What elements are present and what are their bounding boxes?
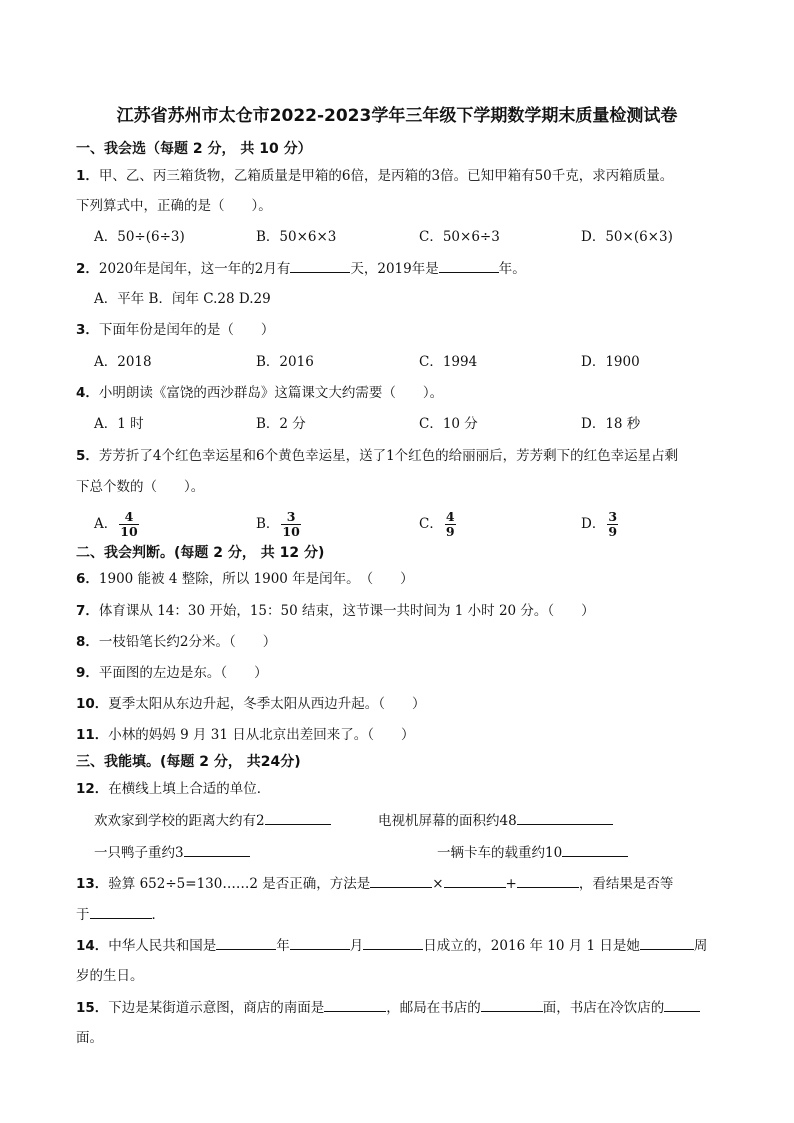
question-9 bbox=[76, 663, 794, 683]
fraction-denominator: 9 bbox=[608, 524, 618, 539]
answer-blank[interactable] bbox=[370, 873, 432, 888]
option-d: D．18 秒 bbox=[581, 416, 641, 432]
question-text: 在横线上填上合适的单位． bbox=[108, 781, 271, 797]
answer-blank[interactable] bbox=[444, 873, 506, 888]
question-15-line-2: 面。 bbox=[76, 1030, 103, 1046]
question-text: 1900 能被 4 整除，所以 1900 年是闰年。 （ ） bbox=[98, 571, 414, 587]
option-d: D．1900 bbox=[581, 354, 640, 370]
fill-item bbox=[94, 842, 250, 863]
question-5-line-2: 下总个数的（ ）。 bbox=[76, 479, 205, 495]
question-13-line-2 bbox=[76, 904, 794, 925]
option-d bbox=[581, 510, 618, 539]
answer-blank[interactable] bbox=[439, 258, 499, 273]
section-heading-judge: 二、我会判断。(每题 2 分， 共 12 分) bbox=[76, 545, 325, 561]
option-b: B．2 分 bbox=[256, 416, 306, 432]
question-number: 5． bbox=[76, 448, 99, 464]
question-text: 年 bbox=[276, 938, 290, 954]
option-c: C．1994 bbox=[419, 354, 478, 370]
answer-blank[interactable] bbox=[517, 873, 579, 888]
option-label: B． bbox=[256, 516, 280, 532]
answer-blank[interactable] bbox=[363, 935, 423, 950]
answer-blank[interactable] bbox=[90, 904, 152, 919]
question-number: 7． bbox=[76, 603, 99, 619]
option-a: A．50÷(6÷3) bbox=[94, 229, 185, 245]
option-label: A． bbox=[94, 516, 118, 532]
question-text: 平面图的左边是东。（ ） bbox=[98, 665, 268, 681]
option-b bbox=[256, 510, 301, 539]
answer-blank[interactable] bbox=[184, 842, 250, 857]
question-text: 一枝铅笔长约2分米。（ ） bbox=[98, 634, 277, 650]
fill-item bbox=[437, 842, 628, 863]
question-text: 中华人民共和国是 bbox=[108, 938, 217, 954]
question-8 bbox=[76, 632, 794, 652]
fill-item-text: 一辆卡车的载重约10 bbox=[437, 845, 563, 861]
question-number: 11． bbox=[76, 727, 109, 743]
question-3 bbox=[76, 320, 794, 340]
question-text: 小林的妈妈 9 月 31 日从北京出差回来了。（ ） bbox=[108, 727, 415, 743]
operator-text: × bbox=[432, 876, 444, 892]
question-number: 10． bbox=[76, 696, 109, 712]
question-2-options: A．平年 B．闰年 C.28 D.29 bbox=[94, 291, 271, 307]
question-4 bbox=[76, 383, 794, 403]
fill-item-text: 欢欢家到学校的距离大约有2 bbox=[94, 813, 265, 829]
option-b: B．50×6×3 bbox=[256, 229, 337, 245]
question-text: 天，2019年是 bbox=[350, 261, 439, 277]
question-text: 验算 652÷5=130……2 是否正确，方法是 bbox=[108, 876, 371, 892]
question-number: 14． bbox=[76, 938, 109, 954]
question-text: 夏季太阳从东边升起，冬季太阳从西边升起。（ ） bbox=[108, 696, 426, 712]
question-number: 12． bbox=[76, 781, 109, 797]
question-text: 小明朗读《富饶的西沙群岛》这篇课文大约需要（ ）。 bbox=[98, 385, 444, 401]
option-c bbox=[419, 510, 456, 539]
question-number: 9． bbox=[76, 665, 99, 681]
fraction bbox=[281, 510, 300, 539]
question-number: 8． bbox=[76, 634, 99, 650]
option-a bbox=[94, 510, 139, 539]
question-12 bbox=[76, 779, 794, 799]
question-1-line-2: 下列算式中，正确的是（ ）。 bbox=[76, 198, 272, 214]
question-15-line-1 bbox=[76, 997, 794, 1018]
question-number: 3． bbox=[76, 322, 99, 338]
answer-blank[interactable] bbox=[640, 935, 694, 950]
fraction-denominator: 10 bbox=[282, 524, 300, 539]
question-number: 2． bbox=[76, 261, 99, 277]
fraction-denominator: 10 bbox=[120, 524, 138, 539]
question-text: 甲、乙、丙三箱货物，乙箱质量是甲箱的6倍，是丙箱的3倍。已知甲箱有50千克，求丙箱质量。 bbox=[98, 168, 674, 184]
option-c: C．10 分 bbox=[419, 416, 478, 432]
answer-blank[interactable] bbox=[290, 258, 350, 273]
answer-blank[interactable] bbox=[517, 810, 613, 825]
question-text: 于 bbox=[76, 907, 90, 923]
section-heading-fill: 三、我能填。(每题 2 分， 共24分) bbox=[76, 754, 301, 770]
operator-text: + bbox=[505, 876, 517, 892]
question-text: ． bbox=[151, 907, 165, 923]
question-text: 年。 bbox=[498, 261, 526, 277]
option-label: C． bbox=[419, 516, 443, 532]
answer-blank[interactable] bbox=[664, 997, 700, 1012]
fraction-numerator: 3 bbox=[608, 509, 618, 524]
fraction-numerator: 4 bbox=[124, 509, 134, 524]
question-14-line-1 bbox=[76, 935, 794, 956]
fraction-numerator: 3 bbox=[286, 509, 296, 524]
question-13-line-1 bbox=[76, 873, 794, 894]
fill-item-text: 一只鸭子重约3 bbox=[94, 845, 184, 861]
option-a: A．2018 bbox=[94, 354, 152, 370]
option-c: C．50×6÷3 bbox=[419, 229, 500, 245]
exam-title: 江苏省苏州市太仓市2022-2023学年三年级下学期数学期末质量检测试卷 bbox=[116, 106, 678, 126]
question-number: 6． bbox=[76, 571, 99, 587]
question-6 bbox=[76, 569, 794, 589]
question-7 bbox=[76, 601, 794, 621]
question-14-line-2: 岁的生日。 bbox=[76, 968, 144, 984]
question-10 bbox=[76, 694, 794, 714]
section-heading-choice: 一、我会选（每题 2 分， 共 10 分） bbox=[76, 141, 312, 157]
question-11 bbox=[76, 725, 794, 745]
question-2 bbox=[76, 258, 794, 279]
question-text: 面，书店在冷饮店的 bbox=[542, 1000, 665, 1016]
question-number: 1． bbox=[76, 168, 99, 184]
answer-blank[interactable] bbox=[562, 842, 628, 857]
question-text: ，邮局在书店的 bbox=[386, 1000, 481, 1016]
question-text: 周 bbox=[693, 938, 708, 954]
question-text: 下面年份是闰年的是（ ） bbox=[98, 322, 275, 338]
question-text: ，看结果是否等 bbox=[578, 876, 674, 892]
fraction bbox=[119, 510, 138, 539]
option-b: B．2016 bbox=[256, 354, 314, 370]
question-number: 13． bbox=[76, 876, 109, 892]
question-text: 月 bbox=[349, 938, 364, 954]
question-5-line-1 bbox=[76, 446, 794, 466]
answer-blank[interactable] bbox=[481, 997, 543, 1012]
question-1-line-1 bbox=[76, 166, 794, 186]
fraction bbox=[607, 510, 618, 539]
fraction bbox=[445, 510, 456, 539]
question-number: 15． bbox=[76, 1000, 109, 1016]
question-text: 2020年是闰年，这一年的2月有 bbox=[98, 261, 291, 277]
answer-blank[interactable] bbox=[324, 997, 386, 1012]
question-text: 日成立的，2016 年 10 月 1 日是她 bbox=[423, 938, 640, 954]
option-a: A．1 时 bbox=[94, 416, 144, 432]
fill-item bbox=[378, 810, 613, 831]
option-label: D． bbox=[581, 516, 606, 532]
fill-item-text: 电视机屏幕的面积约48 bbox=[378, 813, 517, 829]
question-number: 4． bbox=[76, 385, 99, 401]
fraction-numerator: 4 bbox=[445, 509, 455, 524]
fraction-denominator: 9 bbox=[445, 524, 455, 539]
fill-item bbox=[94, 810, 331, 831]
question-text: 芳芳折了4个红色幸运星和6个黄色幸运星，送了1个红色的给丽丽后，芳芳剩下的红色幸运星占剩 bbox=[98, 448, 679, 464]
question-text: 体育课从 14：30 开始，15：50 结束，这节课一共时间为 1 小时 20 分。（ ） bbox=[98, 603, 595, 619]
answer-blank[interactable] bbox=[265, 810, 331, 825]
option-d: D．50×(6×3) bbox=[581, 229, 673, 245]
answer-blank[interactable] bbox=[290, 935, 350, 950]
answer-blank[interactable] bbox=[216, 935, 276, 950]
question-5-options bbox=[0, 505, 794, 539]
question-text: 下边是某街道示意图，商店的南面是 bbox=[108, 1000, 325, 1016]
